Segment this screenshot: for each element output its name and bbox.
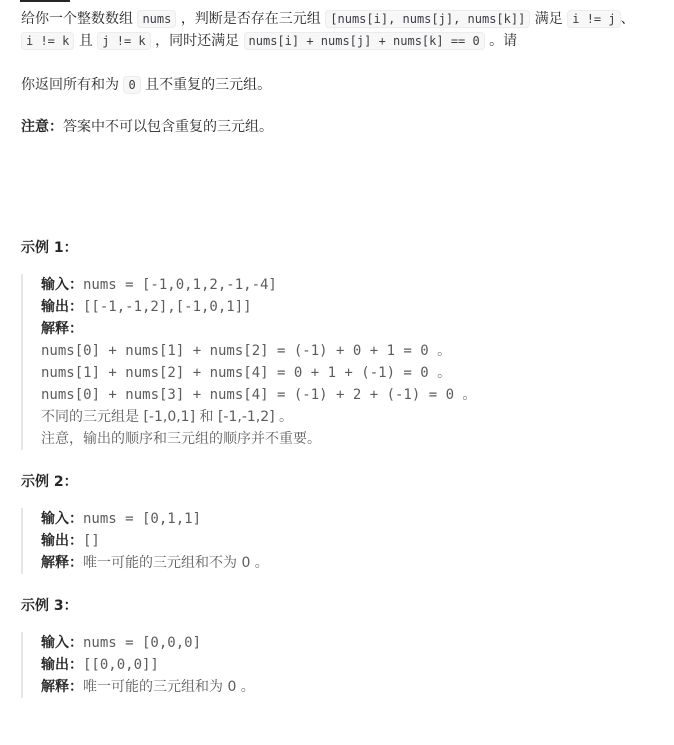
example-input [41,508,673,530]
output-label: 输出： [41,533,83,549]
inline-code: i != k [21,32,74,50]
text: 你返回所有和为 [21,77,119,93]
input-label: 输入： [41,511,83,527]
example-2-block [21,508,673,574]
explanation-text: 唯一可能的三元组和为 0 。 [83,679,255,695]
example-explanation [41,676,673,698]
note-label: 注意： [21,119,63,135]
description-paragraph-1 [21,8,653,52]
output-label: 输出： [41,299,83,315]
example-1-title: 示例 1： [21,240,78,256]
explanation-line: nums[1] + nums[2] + nums[4] = 0 + 1 + (-1) = 0 。 [41,365,452,381]
example-input [41,632,673,654]
example-2-title: 示例 2： [21,474,78,490]
input-value: nums = [-1,0,1,2,-1,-4] [83,277,277,293]
text: 且 [78,33,93,49]
example-explanation [41,318,673,340]
explanation-label: 解释： [41,679,83,695]
output-value: [] [83,533,100,549]
output-value: [[-1,-1,2],[-1,0,1]] [83,299,252,315]
text: ，判断是否存在三元组 [180,11,321,27]
explanation-note: 不同的三元组是 [-1,0,1] 和 [-1,-1,2] 。 [41,409,294,425]
input-value: nums = [0,1,1] [83,511,202,527]
output-value: [[0,0,0]] [83,657,159,673]
text: 满足 [534,11,563,27]
inline-code: j != k [97,32,150,50]
input-value: nums = [0,0,0] [83,635,202,651]
explanation-line: nums[0] + nums[3] + nums[4] = (-1) + 2 + (-1) = 0 。 [41,387,477,403]
inline-code: nums [137,10,176,28]
explanation-text: 唯一可能的三元组和不为 0 。 [83,555,269,571]
explanation-label: 解释： [41,321,83,337]
inline-code: i != j [567,10,620,28]
text: 、 [620,11,635,27]
text: ，同时还满足 [155,33,240,49]
note-text: 答案中不可以包含重复的三元组。 [63,119,273,135]
active-tab-indicator [20,0,70,2]
example-3-block [21,632,673,698]
example-output [41,530,673,552]
input-label: 输入： [41,635,83,651]
inline-code: 0 [123,76,140,94]
text: 。请 [489,33,518,49]
description-paragraph-2 [21,74,271,96]
example-3-title: 示例 3： [21,598,78,614]
inline-code: [nums[i], nums[j], nums[k]] [325,10,530,28]
explanation-label: 解释： [41,555,83,571]
text: 给你一个整数数组 [21,11,133,27]
text: 且不重复的三元组。 [145,77,272,93]
example-output [41,296,673,318]
example-explanation [41,552,673,574]
explanation-line: nums[0] + nums[1] + nums[2] = (-1) + 0 + 1 = 0 。 [41,343,452,359]
explanation-note: 注意，输出的顺序和三元组的顺序并不重要。 [41,431,321,447]
example-input [41,274,673,296]
example-output [41,654,673,676]
note-paragraph [21,116,273,138]
output-label: 输出： [41,657,83,673]
input-label: 输入： [41,277,83,293]
example-1-block [21,274,673,450]
inline-code: nums[i] + nums[j] + nums[k] == 0 [244,32,485,50]
